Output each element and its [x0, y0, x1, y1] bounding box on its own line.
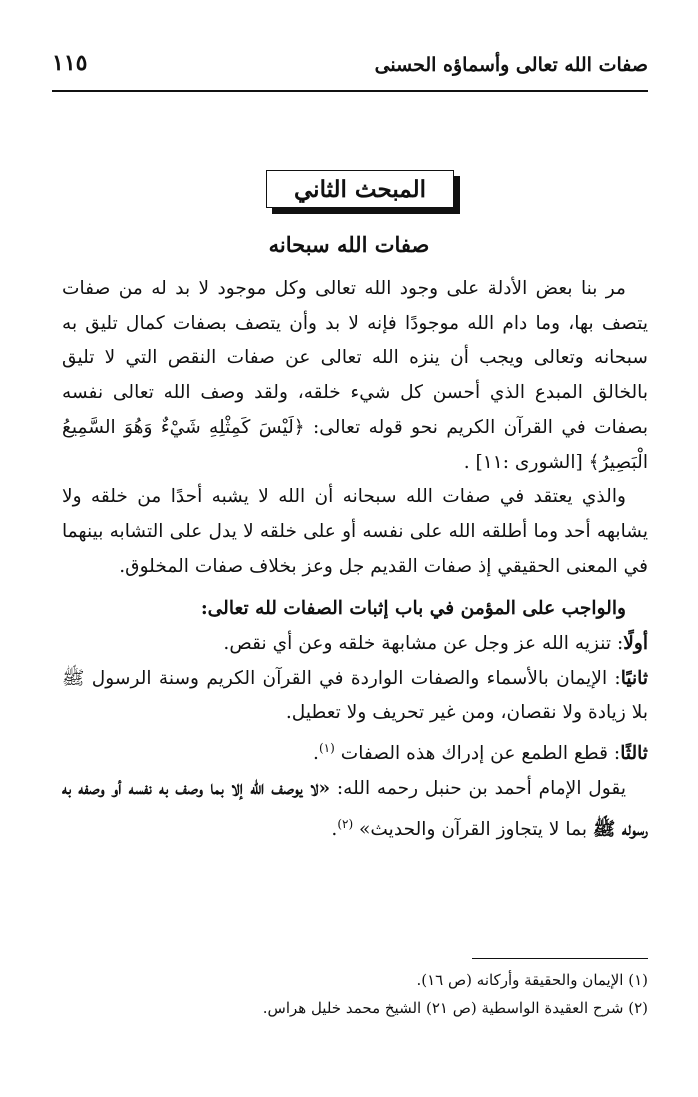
- list-item-lead: ثانيًا: [620, 667, 648, 689]
- obligation-heading: والواجب على المؤمن في باب إثبات الصفات لله تعالى:: [200, 598, 626, 620]
- paragraph-1-text: مر بنا بعض الأدلة على وجود الله تعالى وكل موجود لا بد له من صفات يتصف بها، وما دام الله موجودًا فإنه لا بد وأن يتصف بصفات كمال تليق به سبحانه وتعالى ويجب أن ينزه الله تعالى عن صفات النقص التي لا تليق بالخالق المبدع الذي أحسن كل شيء خلقه، ولقد وصف الله تعالى نفسه بصفات في القرآن الكريم نحو قوله تعالى:: [62, 278, 648, 438]
- footnote-marker-2[interactable]: (٢): [337, 816, 354, 831]
- quote-rest: بما لا يتجاوز القرآن والحديث»: [353, 818, 593, 840]
- footnote-rule: [472, 958, 648, 959]
- paragraph-1: [62, 272, 648, 480]
- section-title: صفات الله سبحانه: [268, 232, 430, 257]
- header-rule: [52, 90, 648, 92]
- body-text: [62, 272, 648, 848]
- footnote-2: (٢) شرح العقيدة الواسطية (ص ٢١) الشيخ محمد خليل هراس.: [262, 999, 648, 1017]
- page-header: [52, 46, 648, 86]
- quran-verse: ﴿لَيْسَ كَمِثْلِهِ شَيْءٌ وَهُوَ السَّمِيعُ الْبَصِيرُ﴾: [62, 416, 648, 473]
- paragraph-quote: يقول الإمام أحمد بن حنبل رحمه الله: «لا يوصف الله إلا بما وصف به نفسه أو وصفه به رسوله ﷺ بما لا يتجاوز القرآن والحديث» $^{(٢)}$.: [62, 778, 648, 840]
- list-item-lead: ثالثًا: [620, 743, 648, 765]
- section-label-box: [266, 170, 454, 208]
- verse-reference: [الشورى :١١] .: [463, 451, 589, 473]
- quote-bold: «لا يوصف الله إلا بما وصف به نفسه أو وصفه به رسوله ﷺ: [62, 778, 648, 840]
- paragraph-2: والذي يعتقد في صفات الله سبحانه أن الله لا يشبه أحدًا من خلقه ولا يشابهه أحد وما أطلقه الله على نفسه أو على خلقه لا يدل على التشابه بينهما في المعنى الحقيقي إذ صفات القديم جل وعز بخلاف صفات المخلوق.: [62, 486, 648, 577]
- list-item-third: ثالثًا: قطع الطمع عن إدراك هذه الصفات $^{(١)}$.: [313, 741, 648, 765]
- section-label: المبحث الثاني: [294, 175, 426, 203]
- list-item-text: : تنزيه الله عز وجل عن مشابهة خلقه وعن أي نقص.: [223, 633, 624, 655]
- quote-intro: يقول الإمام أحمد بن حنبل رحمه الله:: [330, 778, 626, 800]
- running-title: صفات الله تعالى وأسماؤه الحسنى: [374, 54, 648, 76]
- list-item-text: : الإيمان بالأسماء والصفات الواردة في القرآن الكريم وسنة الرسول ﷺ بلا زيادة ولا نقصان، ومن غير تحريف ولا تعطيل.: [62, 667, 648, 724]
- footnote-marker-1[interactable]: (١): [318, 741, 335, 756]
- list-item-lead: أولًا: [623, 633, 648, 655]
- list-item-text: : قطع الطمع عن إدراك هذه الصفات: [334, 743, 621, 765]
- page-number: ١١٥: [52, 50, 88, 76]
- footnote-1: (١) الإيمان والحقيقة وأركانه (ص ١٦).: [416, 971, 648, 989]
- list-item-first: [62, 627, 648, 662]
- footnotes: [62, 966, 648, 1022]
- list-item-second: [62, 662, 648, 731]
